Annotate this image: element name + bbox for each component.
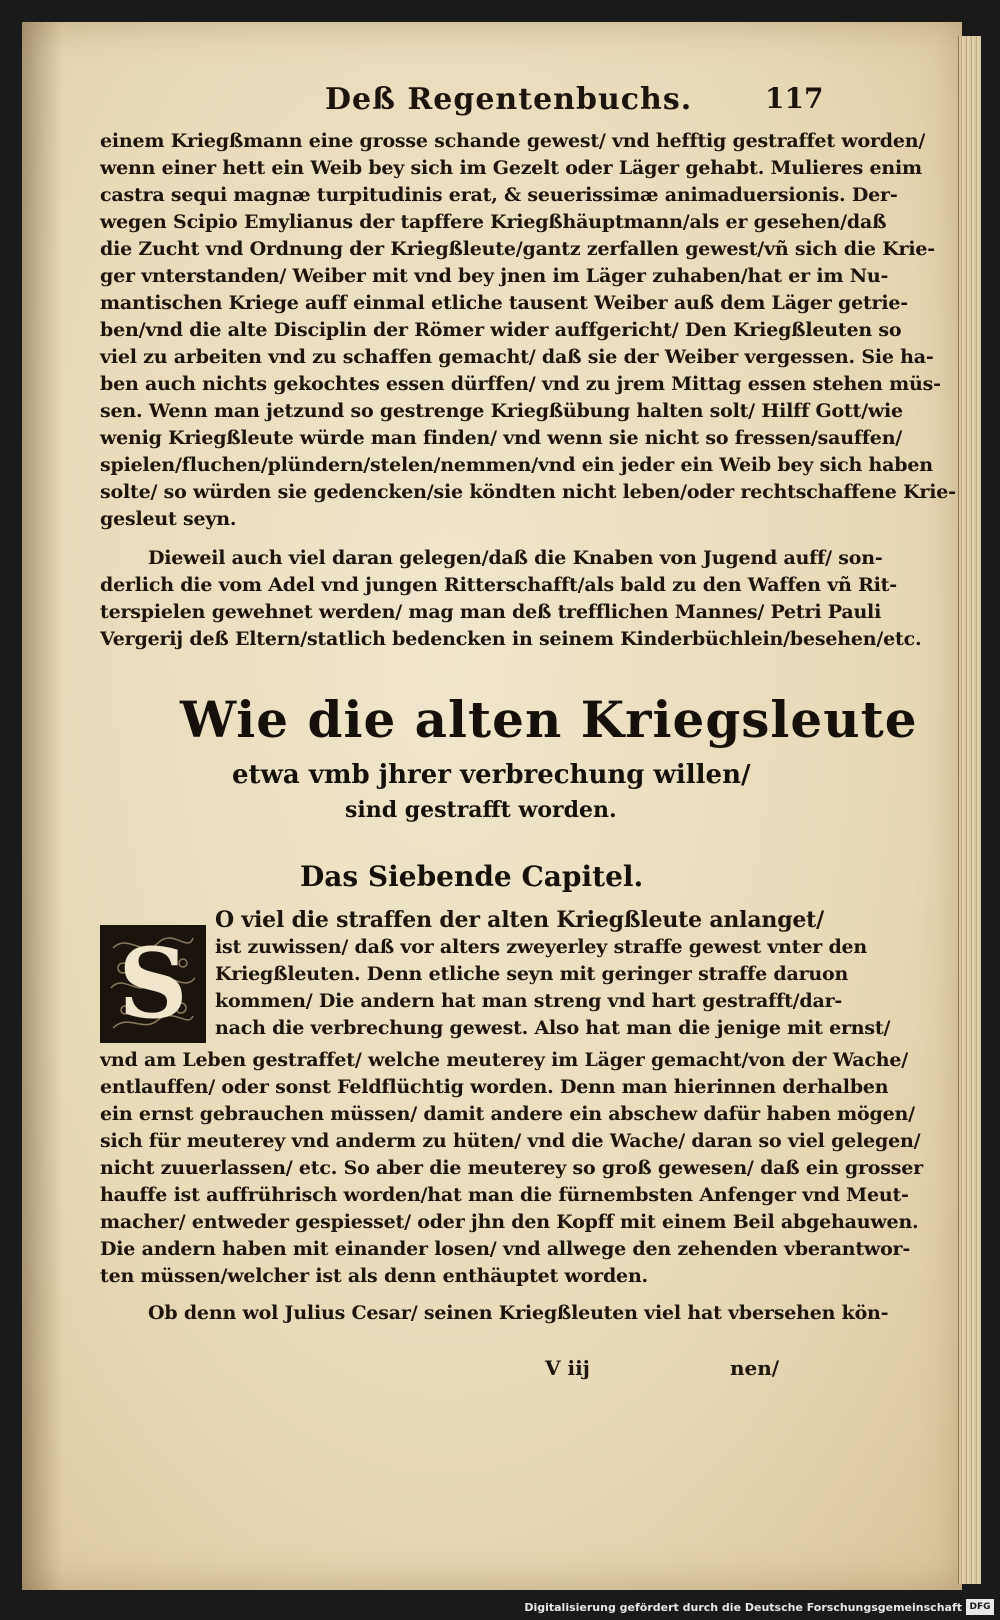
chapter-title: Das Siebende Capitel. xyxy=(300,860,644,893)
text-line: ist zuwissen/ daß vor alters zweyerley straffe gewest vnter den xyxy=(215,936,868,958)
paragraph-3-initial-lines xyxy=(215,907,891,1042)
digitization-credit: Digitalisierung gefördert durch die Deutsche Forschungsgemeinschaft xyxy=(524,1601,962,1614)
text-line: mantischen Kriege auff einmal etliche tausent Weiber auß dem Läger getrie- xyxy=(100,292,908,314)
text-line: Die andern haben mit einander losen/ vnd allwege den zehenden vberantwor- xyxy=(100,1238,911,1260)
section-heading: Wie die alten Kriegsleute xyxy=(180,690,918,749)
text-line: gesleut seyn. xyxy=(100,508,237,530)
text-line: wegen Scipio Emylianus der tapffere Kriegßhäuptmann/als er gesehen/daß xyxy=(100,211,887,233)
running-head: Deß Regentenbuchs. xyxy=(325,82,693,117)
text-line: terspielen gewehnet werden/ mag man deß trefflichen Mannes/ Petri Pauli xyxy=(100,601,882,623)
initial-letter: S xyxy=(118,927,188,1040)
dfg-logo: DFG xyxy=(966,1599,994,1615)
page-number: 117 xyxy=(765,82,824,115)
text-line: derlich die vom Adel vnd jungen Ritterschafft/als bald zu den Waffen vñ Rit- xyxy=(100,574,897,596)
text-line: hauffe ist auffrührisch worden/hat man die fürnembsten Anfenger vnd Meut- xyxy=(100,1184,909,1206)
text-line: O viel die straffen der alten Kriegßleute anlanget/ xyxy=(215,907,824,933)
catchword: nen/ xyxy=(730,1356,780,1380)
text-line: viel zu arbeiten vnd zu schaffen gemacht/ daß sie der Weiber vergessen. Sie ha- xyxy=(100,346,934,368)
paragraph-2 xyxy=(100,545,922,653)
text-line: entlauffen/ oder sonst Feldflüchtig worden. Denn man hierinnen derhalben xyxy=(100,1076,889,1098)
text-line: die Zucht vnd Ordnung der Kriegßleute/gantz zerfallen gewest/vñ sich die Krie- xyxy=(100,238,935,260)
text-line: Vergerij deß Eltern/statlich bedencken in seinem Kinderbüchlein/besehen/etc. xyxy=(100,628,922,650)
page-gutter-shadow xyxy=(22,22,62,1590)
text-line: sich für meuterey vnd anderm zu hüten/ vnd die Wache/ daran so viel gelegen/ xyxy=(100,1130,921,1152)
signature-mark: V iij xyxy=(545,1356,590,1380)
decorated-initial xyxy=(100,925,206,1043)
text-line: spielen/fluchen/plündern/stelen/nemmen/vnd ein jeder ein Weib bey sich haben xyxy=(100,454,933,476)
paragraph-1 xyxy=(100,128,956,533)
text-line: wenig Kriegßleute würde man finden/ vnd wenn sie nicht so fressen/sauffen/ xyxy=(100,427,903,449)
text-line: Kriegßleuten. Denn etliche seyn mit geringer straffe daruon xyxy=(215,963,849,985)
text-line: solte/ so würden sie gedencken/sie köndten nicht leben/oder rechtschaffene Krie- xyxy=(100,481,956,503)
section-subheading-2: sind gestrafft worden. xyxy=(345,797,617,823)
page-stack-edge xyxy=(958,36,981,1584)
text-line: macher/ entweder gespiesset/ oder jhn den Kopff mit einem Beil abgehauwen. xyxy=(100,1211,919,1233)
paragraph-3 xyxy=(100,1047,923,1290)
text-line: ben auch nichts gekochtes essen dürffen/ vnd zu jrem Mittag essen stehen müs- xyxy=(100,373,941,395)
text-line: ten müssen/welcher ist als denn enthäuptet worden. xyxy=(100,1265,648,1287)
text-line: nach die verbrechung gewest. Also hat man die jenige mit ernst/ xyxy=(215,1017,891,1039)
text-line: Dieweil auch viel daran gelegen/daß die Knaben von Jugend auff/ son- xyxy=(148,547,883,569)
text-line: castra sequi magnæ turpitudinis erat, & seuerissimæ animaduersionis. Der- xyxy=(100,184,898,206)
text-line: ben/vnd die alte Disciplin der Römer wider auffgericht/ Den Kriegßleuten so xyxy=(100,319,902,341)
text-line: vnd am Leben gestraffet/ welche meuterey im Läger gemacht/von der Wache/ xyxy=(100,1049,908,1071)
text-line: einem Kriegßmann eine grosse schande gewest/ vnd hefftig gestraffet worden/ xyxy=(100,130,926,152)
text-line: Ob denn wol Julius Cesar/ seinen Kriegßleuten viel hat vbersehen kön- xyxy=(148,1302,889,1324)
text-line: ein ernst gebrauchen müssen/ damit andere ein abschew dafür haben mögen/ xyxy=(100,1103,915,1125)
text-line: sen. Wenn man jetzund so gestrenge Kriegßübung halten solt/ Hilff Gott/wie xyxy=(100,400,903,422)
section-subheading-1: etwa vmb jhrer verbrechung willen/ xyxy=(232,760,751,790)
paragraph-4 xyxy=(100,1300,889,1327)
text-line: kommen/ Die andern hat man streng vnd hart gestrafft/dar- xyxy=(215,990,843,1012)
text-line: wenn einer hett ein Weib bey sich im Gezelt oder Läger gehabt. Mulieres enim xyxy=(100,157,922,179)
text-line: nicht zuuerlassen/ etc. So aber die meuterey so groß gewesen/ daß ein grosser xyxy=(100,1157,923,1179)
text-line: ger vnterstanden/ Weiber mit vnd bey jnen im Läger zuhaben/hat er im Nu- xyxy=(100,265,889,287)
